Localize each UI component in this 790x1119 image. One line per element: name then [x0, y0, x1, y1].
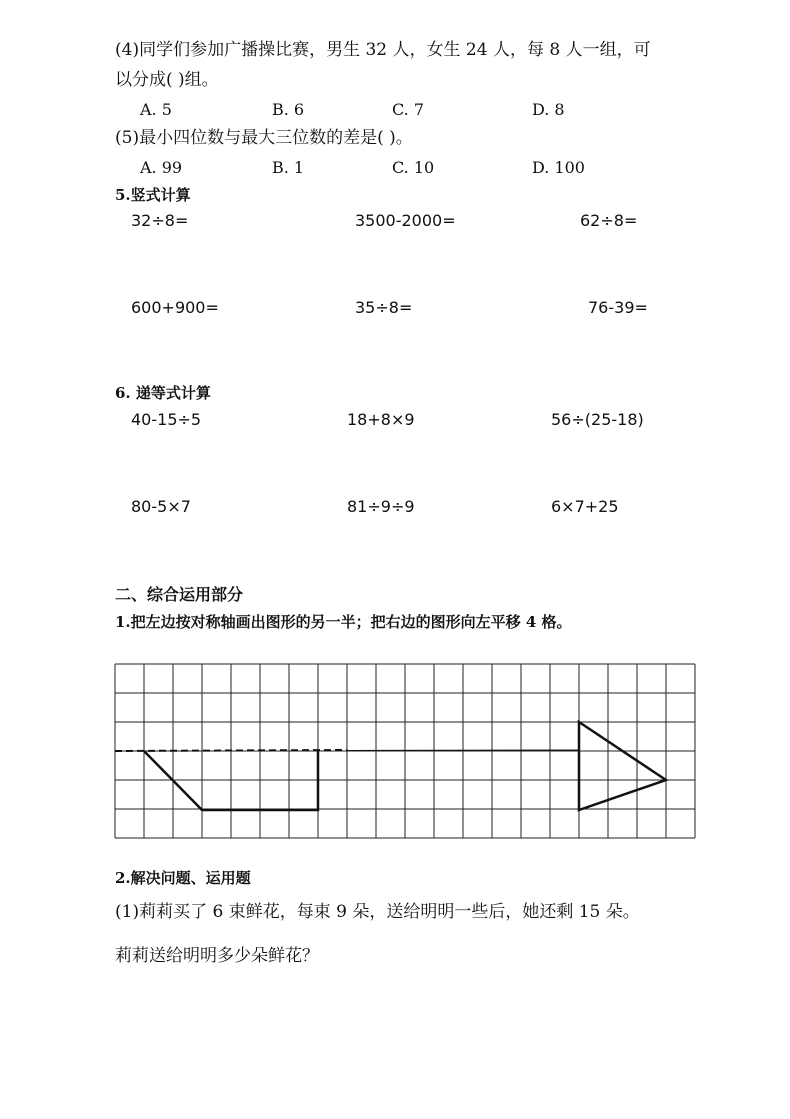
right-triangle-figure	[579, 722, 666, 810]
section-6-expr-1: 40-15÷5	[131, 410, 202, 429]
section-5-expr-3: 62÷8=	[580, 211, 638, 230]
section-6-expr-6: 6×7+25	[551, 497, 619, 516]
grid-lines	[115, 664, 695, 838]
part-2-heading: 二、综合运用部分	[115, 585, 244, 604]
question-4-option-b: B. 6	[272, 100, 305, 119]
section-6-heading: 6. 递等式计算	[115, 384, 211, 402]
section-5-expr-1: 32÷8=	[131, 211, 189, 230]
question-5-option-a: A. 99	[140, 158, 183, 177]
question-4-line-2: 以分成( )组。	[115, 70, 219, 90]
section-6-expr-2: 18+8×9	[347, 410, 415, 429]
section-5-heading: 5.竖式计算	[115, 186, 191, 204]
question-5-option-b: B. 1	[272, 158, 305, 177]
question-4-line-1: (4)同学们参加广播操比赛，男生 32 人，女生 24 人，每 8 人一组，可	[115, 40, 651, 60]
part-2-question-1-heading: 1.把左边按对称轴画出图形的另一半；把右边的图形向左平移 4 格。	[115, 613, 572, 631]
question-5-option-c: C. 10	[392, 158, 435, 177]
question-4-option-a: A. 5	[140, 100, 172, 119]
section-5-expr-5: 35÷8=	[355, 298, 413, 317]
symmetry-axis-solid	[347, 750, 579, 751]
question-4-option-d: D. 8	[532, 100, 565, 119]
section-5-expr-4: 600+900=	[131, 298, 219, 317]
section-5-expr-2: 3500-2000=	[355, 211, 456, 230]
word-problem-line-1: (1)莉莉买了 6 束鲜花，每束 9 朵，送给明明一些后，她还剩 15 朵。	[115, 902, 640, 922]
section-6-expr-4: 80-5×7	[131, 497, 191, 516]
word-problem-line-2: 莉莉送给明明多少朵鲜花？	[115, 946, 319, 966]
question-5-line-1: (5)最小四位数与最大三位数的差是( )。	[115, 128, 413, 148]
section-5-expr-6: 76-39=	[588, 298, 648, 317]
part-2-question-2-heading: 2.解决问题、运用题	[115, 869, 251, 887]
section-6-expr-3: 56÷(25-18)	[551, 410, 644, 429]
question-5-option-d: D. 100	[532, 158, 585, 177]
question-4-option-c: C. 7	[392, 100, 425, 119]
section-6-expr-5: 81÷9÷9	[347, 497, 415, 516]
